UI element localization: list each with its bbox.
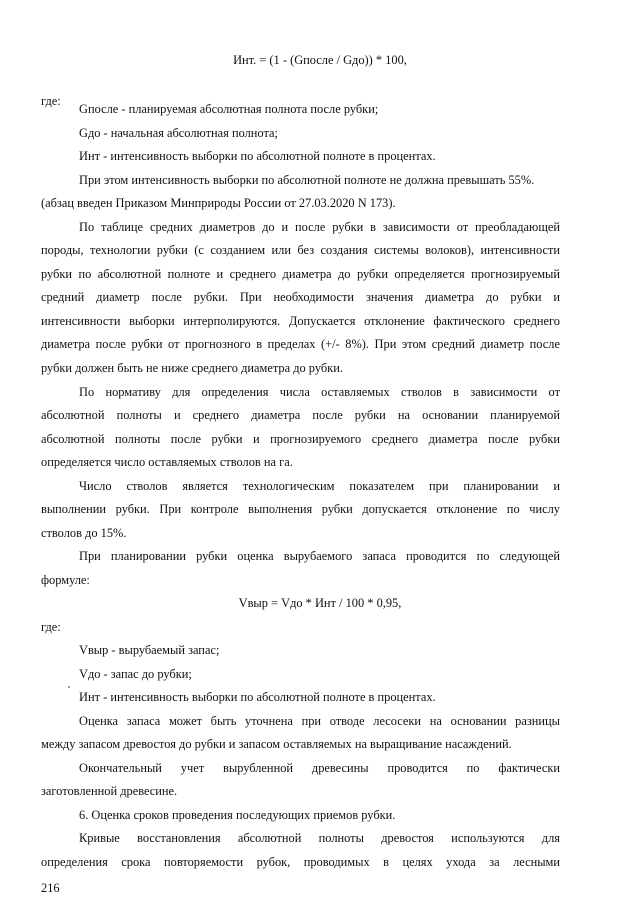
paragraph-line: определяется число оставляемых стволов на га. <box>41 455 293 469</box>
paragraph-line: рубки должен быть не ниже среднего диаметра до рубки. <box>41 361 343 375</box>
definition-g-before: Gдо - начальная абсолютная полнота; <box>79 126 278 140</box>
paragraph-line: По таблице средних диаметров до и после рубки в зависимости от преобладающей <box>79 220 560 234</box>
definition-g-after: Gпосле - планируемая абсолютная полнота после рубки; <box>79 102 379 116</box>
paragraph-line: Кривые восстановления абсолютной полноты древостоя используются для <box>79 831 560 845</box>
page-number: 216 <box>41 881 60 895</box>
scan-speck <box>68 686 70 688</box>
paragraph-line: Оценка запаса может быть уточнена при отводе лесосеки на основании разницы <box>79 714 560 728</box>
paragraph-line: заготовленной древесине. <box>41 784 178 798</box>
paragraph-line: формуле: <box>41 573 90 587</box>
definition-intensity: Инт - интенсивность выборки по абсолютной полноте в процентах. <box>79 690 436 704</box>
formula-volume: Vвыр = Vдо * Инт / 100 * 0,95, <box>238 596 402 610</box>
paragraph-line: определения срока повторяемости рубок, проводимых в целях ухода за лесными <box>41 855 560 869</box>
formula-intensity: Инт. = (1 - (Gпосле / Gдо)) * 100, <box>233 53 407 67</box>
paragraph-line: рубки по абсолютной полноте и среднего диаметра до рубки определяется прогнозируемый <box>41 267 560 281</box>
paragraph-line: стволов до 15%. <box>41 526 127 540</box>
amendment-note: (абзац введен Приказом Минприроды России от 27.03.2020 N 173). <box>41 196 396 210</box>
paragraph-line: породы, технологии рубки (с созданием или без создания системы волоков), интенсивности <box>41 243 560 257</box>
definition-v-cut: Vвыр - вырубаемый запас; <box>79 643 220 657</box>
paragraph-line: Число стволов является технологическим показателем при планировании и <box>79 479 560 493</box>
definition-v-before: Vдо - запас до рубки; <box>79 667 192 681</box>
paragraph-line: Окончательный учет вырубленной древесины проводится по фактически <box>79 761 560 775</box>
paragraph-line: абсолютной полноты после рубки и прогнозируемого среднего диаметра после рубки <box>41 432 560 446</box>
section-heading: 6. Оценка сроков проведения последующих приемов рубки. <box>79 808 396 822</box>
paragraph-line: абсолютной полноты и среднего диаметра после рубки на основании планируемой <box>41 408 560 422</box>
definition-intensity: Инт - интенсивность выборки по абсолютной полноте в процентах. <box>79 149 436 163</box>
paragraph-line: интенсивности выборки интерполируются. Допускается отклонение фактического среднего <box>41 314 560 328</box>
paragraph-line: По нормативу для определения числа оставляемых стволов в зависимости от <box>79 385 560 399</box>
paragraph-line: выполнении рубки. При контроле выполнения рубки допускается отклонение по числу <box>41 502 560 516</box>
paragraph-line: между запасом древостоя до рубки и запасом оставляемых на выращивание насаждений. <box>41 737 512 751</box>
intensity-limit-note: При этом интенсивность выборки по абсолютной полноте не должна превышать 55%. <box>79 173 535 187</box>
where-label: где: <box>41 94 61 108</box>
paragraph-line: При планировании рубки оценка вырубаемого запаса проводится по следующей <box>79 549 560 563</box>
paragraph-line: средний диаметр после рубки. При необходимости значения диаметра до рубки и <box>41 290 560 304</box>
where-label: где: <box>41 620 61 634</box>
paragraph-line: диаметра после рубки от прогнозного в пределах (+/- 8%). При этом средний диаметр после <box>41 337 560 351</box>
